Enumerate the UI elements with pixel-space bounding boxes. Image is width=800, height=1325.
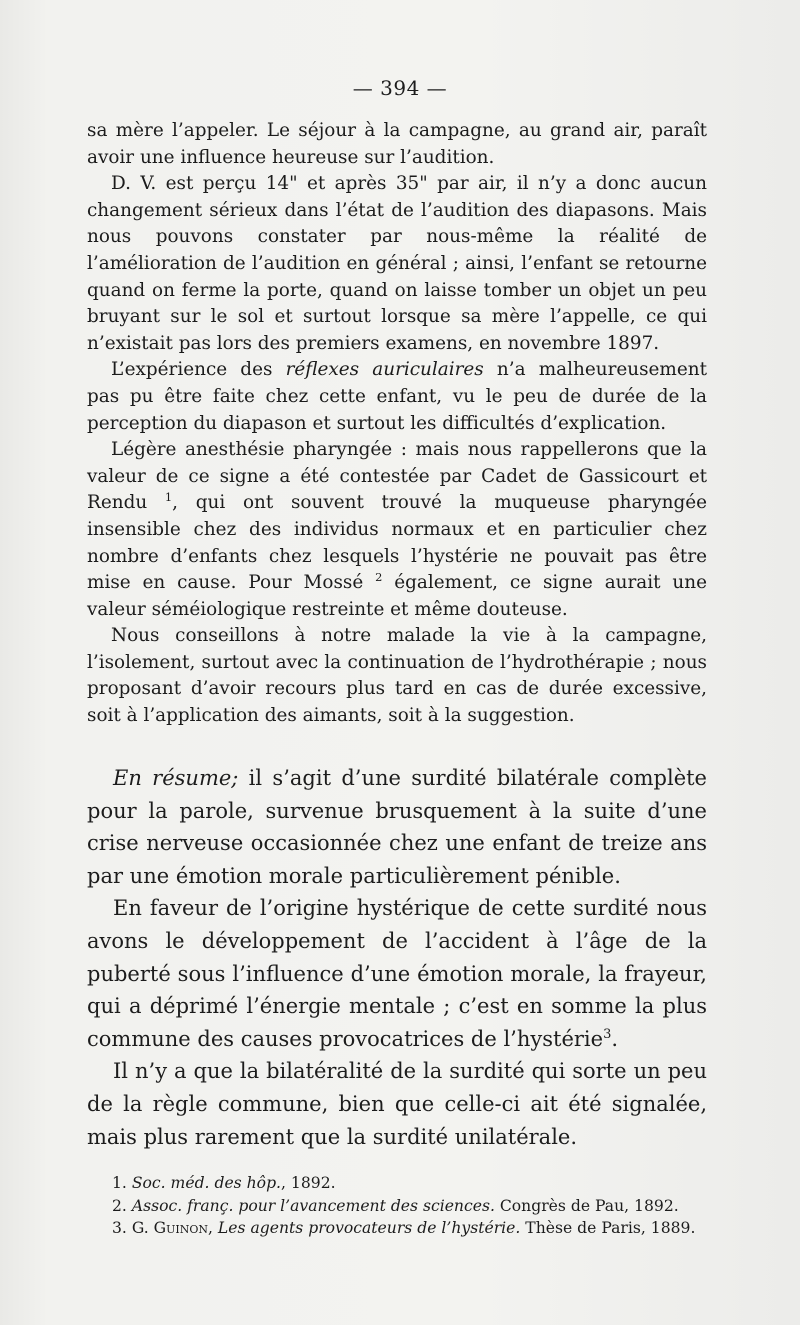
smallcaps-run: Guinon: [153, 1219, 208, 1237]
text-run: Légère anesthésie pharyngée : mais nous rappellerons que la valeur de ce signe a été contestée par Cadet de Gassicourt et Rendu: [87, 439, 707, 514]
text-run: 2.: [112, 1196, 132, 1215]
text-run: D. V. est perçu 14" et après 35" par air, il n’y a donc aucun changement sérieux dans l’état de l’audition des diapasons. Mais nous pouvons constater par nous-même la réalité de l’amélioration de l’audition en général ; ainsi, l’enfant se retourne quand on ferme la porte, quand on laisse tomber un objet un peu bruyant sur le sol et surtout lorsque sa mère l’appelle, ce qui n’existait pas lors des premiers examens, en novembre 1897.: [87, 173, 707, 354]
italic-run: Assoc. franç. pour l’avancement des sciences.: [131, 1196, 495, 1215]
footnote-ref: 3: [603, 1026, 612, 1042]
summary-text: [87, 762, 707, 1153]
text-run: , 1892.: [281, 1174, 336, 1192]
text-run: Il n’y a que la bilatéralité de la surdité qui sorte un peu de la règle commune, bien que celle-ci ait été signalée, mais plus rarement que la surdité unilatérale.: [87, 1059, 707, 1149]
text-run: 3. G.: [112, 1219, 154, 1237]
text-run: il s’agit d’une surdité bilatérale complète pour la parole, survenue brusquement à la suite d’une crise nerveuse occasionnée chez une enfant de treize ans par une émotion morale particulièrement pénible.: [87, 766, 707, 888]
paragraph: [87, 357, 707, 437]
summary-paragraph: [87, 892, 707, 1055]
text-run: Thèse de Paris, 1889.: [520, 1219, 696, 1237]
footnote: [112, 1195, 712, 1218]
text-run: ,: [208, 1219, 218, 1237]
text-run: En faveur de l’origine hystérique de cette surdité nous avons le développement de l’accident à l’âge de la puberté sous l’influence d’une émotion morale, la frayeur, qui a déprimé l’énergie mentale ; c’est en somme la plus commune des causes provocatrices de l’hystérie: [87, 896, 707, 1051]
italic-run: réflexes auriculaires: [285, 359, 484, 381]
summary-paragraph: [87, 762, 707, 892]
footnotes: [112, 1172, 712, 1240]
page-number: — 394 —: [352, 76, 448, 100]
text-run: L’expérience des: [111, 359, 286, 381]
summary-paragraph: [87, 1055, 707, 1153]
text-run: Nous conseillons à notre malade la vie à la campagne, l’isolement, surtout avec la continuation de l’hydrothérapie ; nous proposant d’avoir recours plus tard en cas de durée excessive, soit à l’application des aimants, soit à la suggestion.: [87, 625, 707, 727]
text-run: également, ce signe aurait une valeur séméiologique restreinte et même douteuse.: [87, 572, 707, 620]
text-run: Congrès de Pau, 1892.: [494, 1196, 679, 1215]
paragraph: [87, 623, 707, 729]
footnote-ref: 1: [164, 490, 173, 505]
footnote: [112, 1172, 712, 1195]
italic-run: Les agents provocateurs de l’hystérie.: [217, 1219, 521, 1237]
italic-run: Soc. méd. des hôp.: [131, 1174, 282, 1192]
footnote: [112, 1217, 712, 1240]
paragraph: [87, 118, 707, 171]
italic-run: En résume;: [113, 766, 239, 790]
text-run: n’a malheureusement pas pu être faite chez cette enfant, vu le peu de durée de la perception du diapason et surtout les difficultés d’explication.: [87, 359, 707, 434]
paragraph: [87, 437, 707, 623]
text-run: sa mère l’appeler. Le séjour à la campagne, au grand air, paraît avoir une influence heureuse sur l’audition.: [87, 120, 707, 168]
paragraph: [87, 171, 707, 357]
text-run: , qui ont souvent trouvé la muqueuse pharyngée insensible chez des individus normaux et en particulier chez nombre d’enfants chez lesquels l’hystérie ne pouvait pas être mise en cause. Pour Mossé: [87, 492, 708, 594]
footnote-ref: 2: [375, 569, 383, 584]
body-text-small: [87, 118, 707, 730]
text-run: .: [611, 1026, 619, 1051]
text-run: 1.: [112, 1174, 132, 1192]
